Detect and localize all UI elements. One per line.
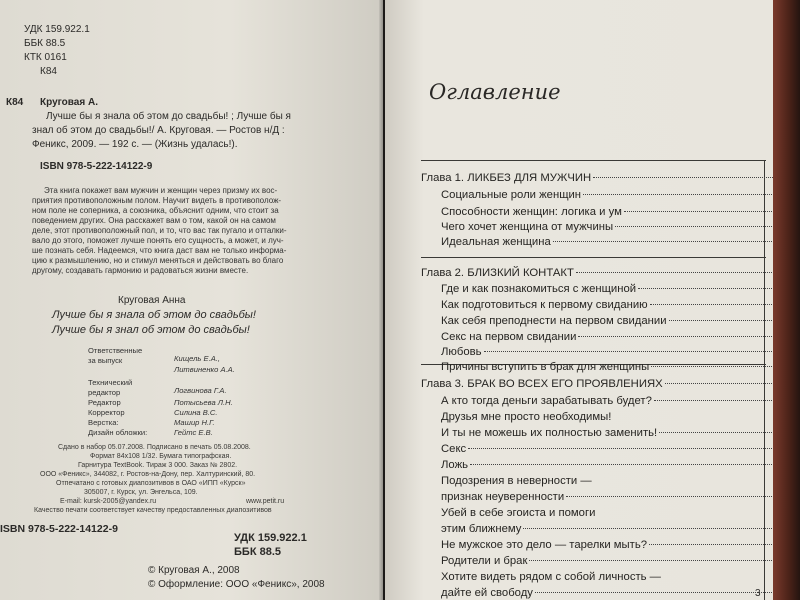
toc-entry[interactable]: [441, 555, 787, 568]
credit-name: Логвинова Г.А.: [174, 386, 227, 395]
catalog-ktk: КТК 0161: [24, 52, 67, 63]
website: www.petit.ru: [246, 498, 285, 505]
catalog-author-mark: К84: [40, 66, 57, 77]
annotation-line: другому, создавать гармонию и радоваться жизни вместе.: [32, 266, 249, 275]
toc-entry-text: Любовь: [441, 346, 482, 358]
toc-entry[interactable]: [441, 491, 787, 504]
toc-entry-text: Глава 2. БЛИЗКИЙ КОНТАКТ: [421, 267, 574, 279]
toc-entry-text: Способности женщин: логика и ум: [441, 206, 622, 218]
annotation-line: приятия противоположным полом. Научит видеть в противополож-: [32, 196, 282, 205]
toc-entry-text: Секс на первом свидании: [441, 331, 577, 343]
annotation-line: ном поле не соперника, а союзника, объяснит одним, что стоит за: [32, 206, 279, 215]
toc-entry[interactable]: [441, 221, 787, 234]
credit-label: за выпуск: [88, 356, 123, 365]
isbn-top: ISBN 978-5-222-14122-9: [40, 161, 153, 172]
quality-note: Качество печати соответствует качеству предоставленных диапозитивов: [34, 507, 272, 514]
catalog-udk: УДК 159.922.1: [24, 24, 90, 35]
credit-name: Потысьева Л.Н.: [174, 398, 233, 407]
catalog-bbk: ББК 88.5: [24, 38, 66, 49]
toc-entry-text: И ты не можешь их полностью заменить!: [441, 427, 658, 439]
page-number: 3: [755, 588, 761, 599]
toc-entry-text: Ложь: [441, 459, 469, 471]
credit-label: Редактор: [88, 398, 121, 407]
bbk-bottom: ББК 88.5: [234, 546, 281, 558]
toc-entry[interactable]: [441, 299, 787, 312]
credit-label: редактор: [88, 388, 121, 397]
biblio-line-1: Лучше бы я знала об этом до свадьбы! ; Лучше бы я: [46, 111, 291, 122]
toc-entry-text[interactable]: Убей в себе эгоиста и помоги: [441, 507, 596, 519]
toc-entry[interactable]: [441, 395, 787, 408]
credit-label: Верстка:: [88, 418, 119, 427]
toc-entry-text: А кто тогда деньги зарабатывать будет?: [441, 395, 652, 407]
annotation: [32, 186, 287, 276]
toc-entry-text: этим ближнему: [441, 523, 522, 535]
toc-entry-text: Секс: [441, 443, 467, 455]
toc-entry[interactable]: [441, 361, 787, 374]
toc-entry-text: Родители и брак: [441, 555, 528, 567]
credit-label: Дизайн обложки:: [88, 428, 148, 437]
print-info-line: ООО «Феникс», 344082, г. Ростов-на-Дону, пер. Халтуринский, 80.: [40, 471, 256, 478]
credit-name: Литвиненко А.А.: [174, 365, 235, 374]
author-code: К84: [6, 97, 24, 108]
toc-entry[interactable]: [441, 587, 787, 600]
imprint-author: Круговая Анна: [118, 295, 186, 306]
print-info-line: 305007, г. Курск, ул. Энгельса, 109.: [84, 489, 198, 496]
annotation-line: вало до этого, поможет лучше понять его сущность, а может, и луч-: [32, 236, 284, 245]
biblio-line-3: Феникс, 2009. — 192 с. — (Жизнь удалась!).: [32, 139, 238, 150]
toc-entry[interactable]: [441, 331, 787, 344]
credit-label: Ответственные: [88, 346, 143, 355]
print-info-line: E-mail: kursk-2005@yandex.ru: [60, 498, 157, 505]
annotation-line: ше познать себя. Надеемся, что книга даст вам не только информа-: [32, 246, 287, 255]
toc-divider: [421, 160, 766, 161]
toc-entry[interactable]: [441, 315, 787, 328]
print-info-line: Формат 84х108 1/32. Бумага типографская.: [90, 453, 232, 460]
toc-entry-text: Причины вступить в брак для женщины: [441, 361, 650, 373]
copyright-design: © Оформление: ООО «Феникс», 2008: [148, 579, 325, 590]
credit-name: Гейтс Е.В.: [174, 428, 213, 437]
contents-page: [385, 0, 773, 600]
credit-label: Корректор: [88, 408, 125, 417]
toc-divider: [421, 257, 766, 258]
annotation-line: Эта книга покажет вам мужчин и женщин через призму их вос-: [44, 186, 278, 195]
annotation-line: деле, этот противоположный пол, и то, что вас так пугало и отталки-: [32, 226, 287, 235]
author-heading: Круговая А.: [40, 97, 98, 108]
toc-entry-text[interactable]: Хотите видеть рядом с собой личность —: [441, 571, 661, 583]
toc-entry-text: Где и как познакомиться с женщиной: [441, 283, 637, 295]
toc-entry-text: Идеальная женщина: [441, 236, 551, 248]
toc-entry-chapter[interactable]: [421, 267, 787, 280]
toc-entry-chapter[interactable]: [421, 172, 787, 185]
toc-entry-text: Не мужское это дело — тарелки мыть?: [441, 539, 648, 551]
toc-entry-text: Как себя преподнести на первом свидании: [441, 315, 667, 327]
annotation-line: поведением других. Она расскажет вам о том, какой он на самом: [32, 216, 276, 225]
toc-entry[interactable]: [441, 427, 787, 440]
toc-entry-text: Социальные роли женщин: [441, 189, 582, 201]
imprint-title-1: Лучше бы я знала об этом до свадьбы!: [52, 309, 256, 321]
toc-entry[interactable]: [441, 236, 787, 249]
copyright-author: © Круговая А., 2008: [148, 565, 240, 576]
credit-name: Машир Н.Г.: [174, 418, 215, 427]
print-info-line: Гарнитура TextBook. Тираж 3 000. Заказ № 2802.: [78, 462, 238, 469]
toc-entry[interactable]: [441, 206, 787, 219]
toc-entry-chapter[interactable]: [421, 378, 787, 391]
toc-entry-text: Чего хочет женщина от мужчины: [441, 221, 614, 233]
toc-entry-text[interactable]: Друзья мне просто необходимы!: [441, 411, 612, 423]
isbn-bottom: ISBN 978-5-222-14122-9: [0, 523, 118, 535]
toc-entry-text[interactable]: Подозрения в неверности —: [441, 475, 592, 487]
toc-entry-text: Глава 3. БРАК ВО ВСЕХ ЕГО ПРОЯВЛЕНИЯХ: [421, 378, 663, 390]
annotation-line: цию к размышлению, но и стимул меняться и действовать во благо: [32, 256, 284, 265]
credit-name: Силина В.С.: [174, 408, 218, 417]
print-info-line: Отпечатано с готовых диапозитивов в ОАО «ИПП «Курск»: [56, 480, 246, 487]
print-info-line: Сдано в набор 05.07.2008. Подписано в печать 05.08.2008.: [58, 444, 251, 451]
toc-entry[interactable]: [441, 283, 787, 296]
biblio-line-2: знал об этом до свадьбы!/ А. Круговая. — Ростов н/Д :: [32, 125, 285, 136]
credit-name: Кищель Е.А.,: [174, 354, 220, 363]
udk-bottom: УДК 159.922.1: [234, 532, 307, 544]
toc-entry-text: Глава 1. ЛИКБЕЗ ДЛЯ МУЖЧИН: [421, 172, 592, 184]
toc-entry[interactable]: [441, 189, 787, 202]
toc-entry-text: признак неуверенности: [441, 491, 565, 503]
toc-entry[interactable]: [441, 539, 787, 552]
toc-entry[interactable]: [441, 346, 787, 359]
page-title: Оглавление: [429, 80, 561, 104]
imprint-page: [0, 0, 383, 600]
toc-entry-text: Как подготовиться к первому свиданию: [441, 299, 648, 311]
toc-entry-text: дайте ей свободу: [441, 587, 533, 599]
book-cover-edge: [773, 0, 800, 600]
toc-entry[interactable]: [441, 443, 787, 456]
imprint-title-2: Лучше бы я знал об этом до свадьбы!: [52, 324, 250, 336]
toc-entry[interactable]: [441, 459, 787, 472]
credit-label: Технический: [88, 378, 133, 387]
toc-entry[interactable]: [441, 523, 787, 536]
